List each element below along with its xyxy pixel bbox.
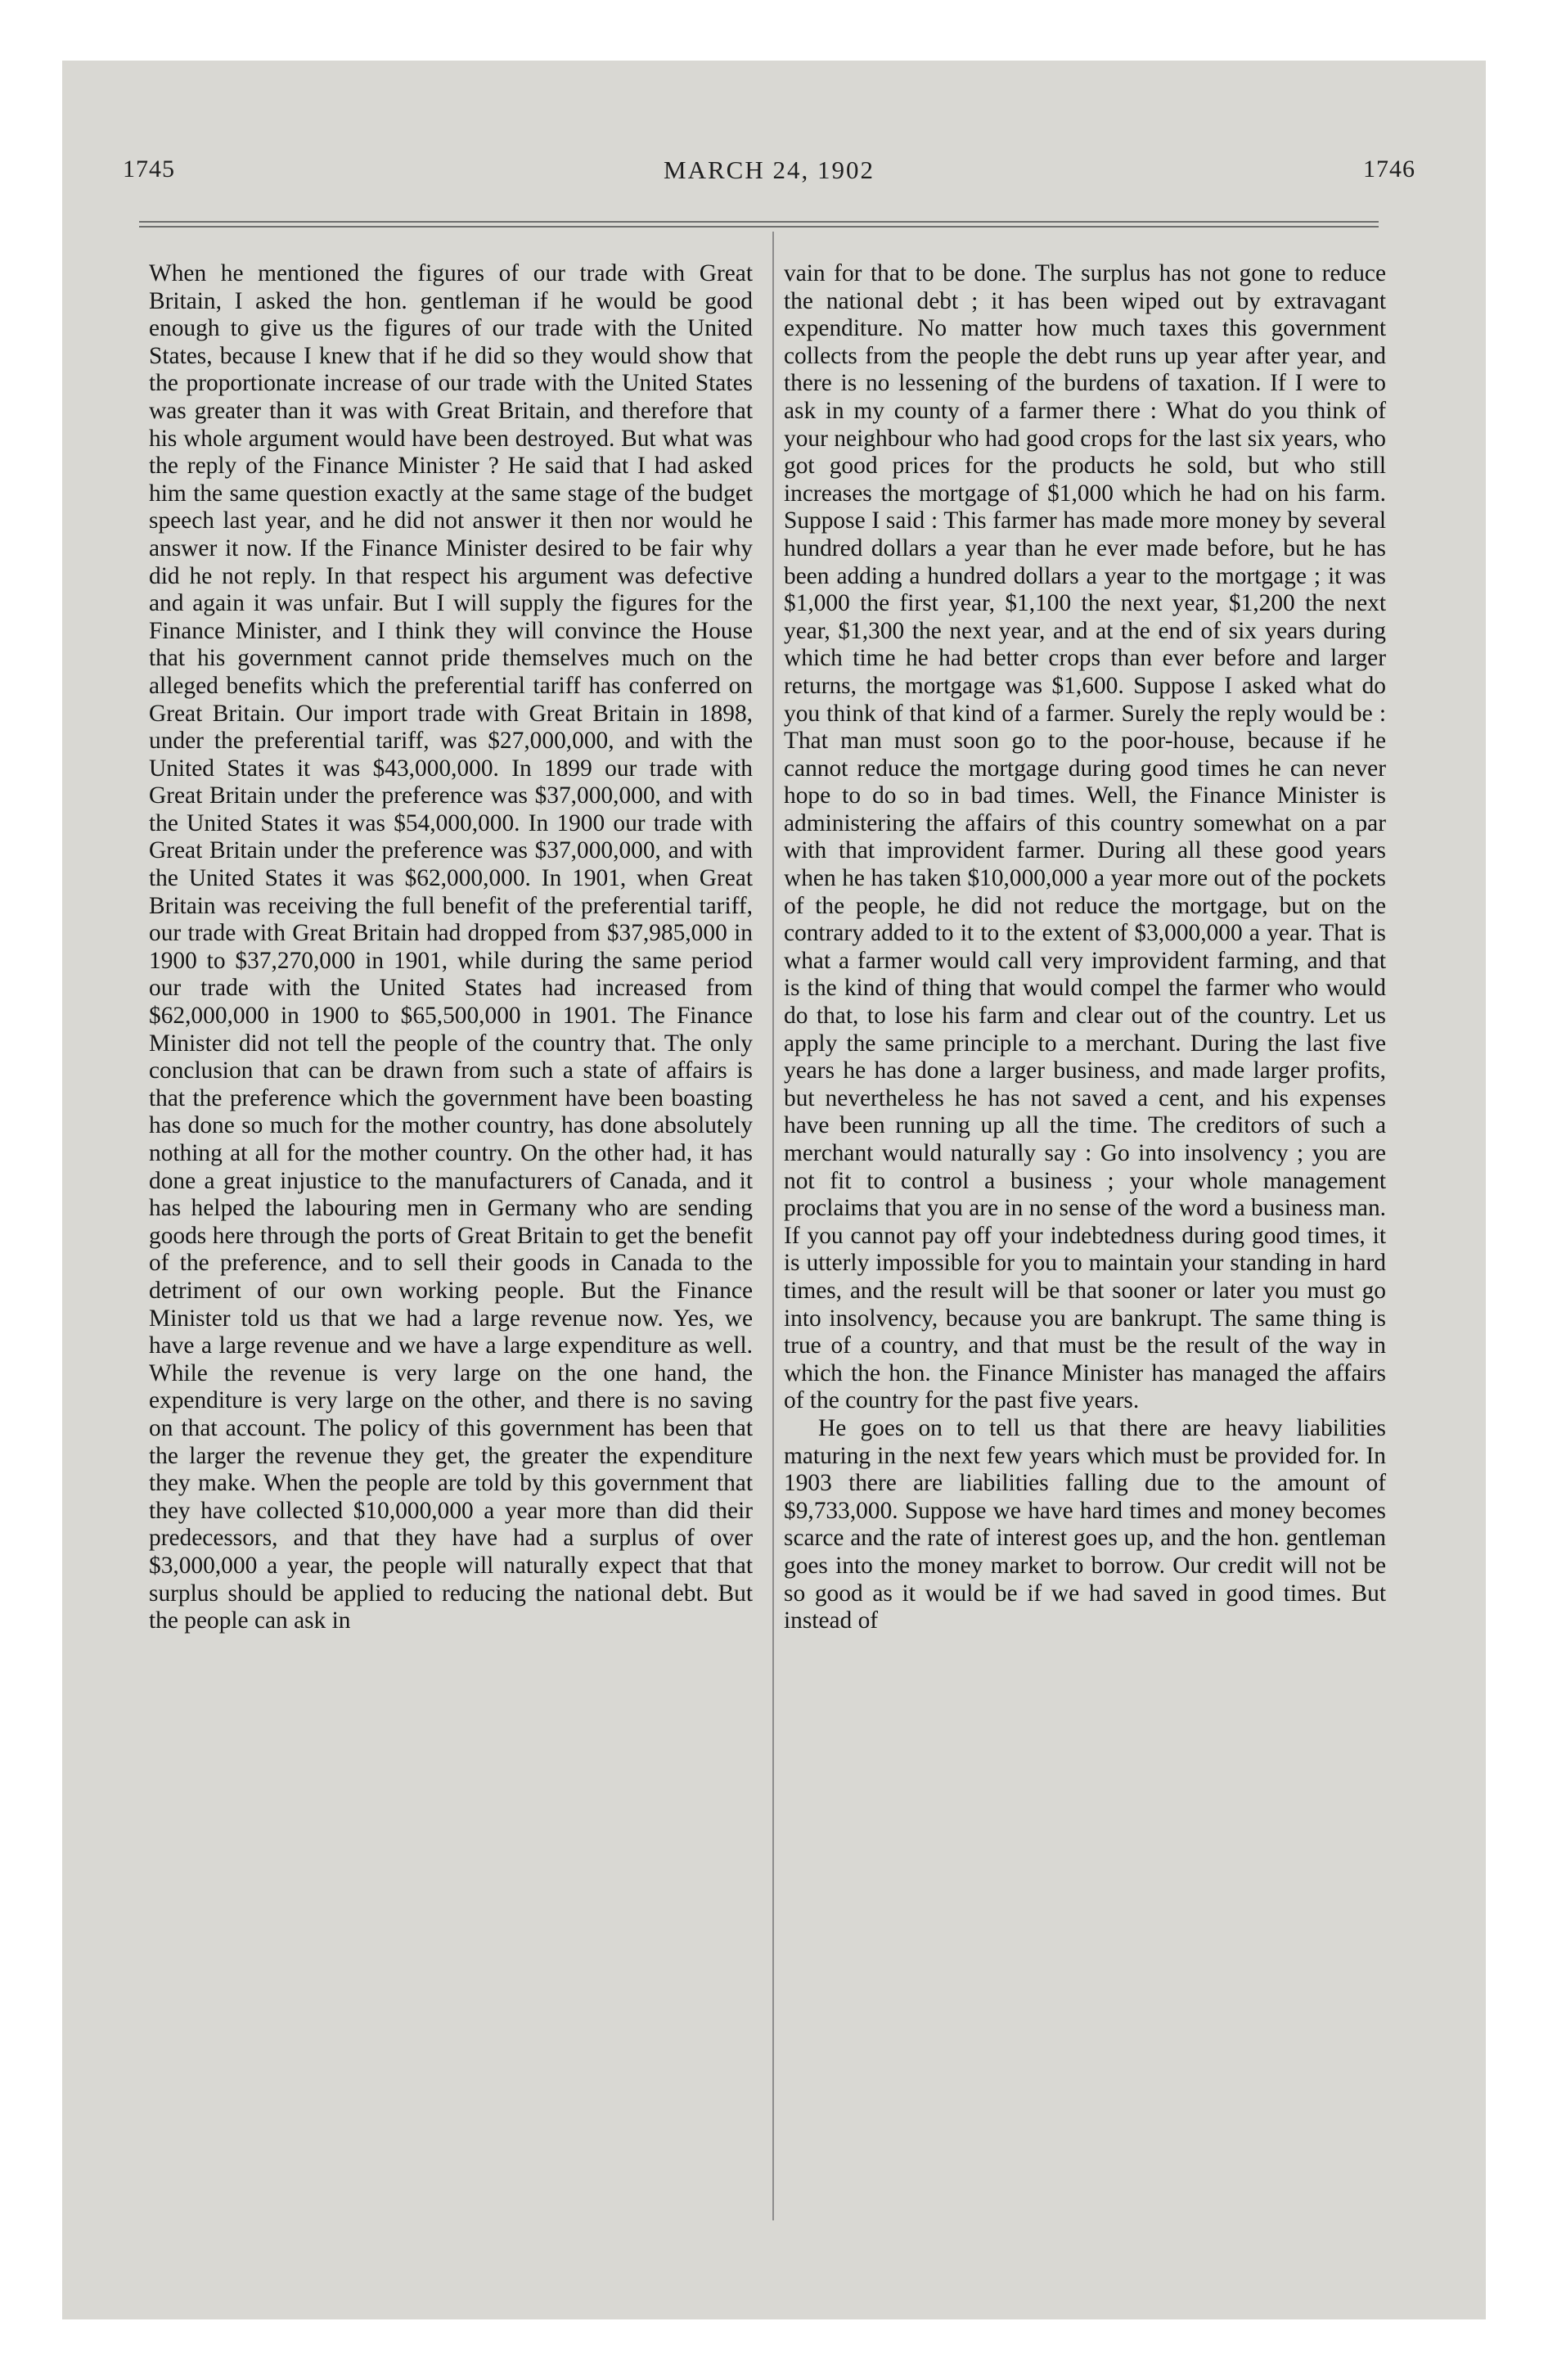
right-column-paragraph-2: He goes on to tell us that there are heavy liabilities maturing in the next few years which must be provided for. In 1903 there are liabilities falling due to the amount of $9,733,000. Suppose we have hard times and money becomes scarce and the rate of interest goes up, and the hon. gentleman goes into the money market to borrow. Our credit will not be so good as it would be if we had saved in good times. But instead of (784, 1414, 1386, 1634)
header-rule-bottom (139, 226, 1379, 228)
header-rule-top (139, 221, 1379, 223)
right-column (784, 260, 1386, 1635)
left-page-number: 1745 (123, 156, 175, 183)
column-divider (772, 232, 774, 2220)
right-column-paragraph: vain for that to be done. The surplus has not gone to reduce the national debt ; it has been wiped out by extravagant expenditure. No matter how much taxes this government collects from the people the debt runs up year after year, and there is no lessening of the burdens of taxation. If I were to ask in my county of a farmer there : What do you think of your neighbour who had good crops for the last six years, who got good prices for the products he sold, but who still increases the mortgage of $1,000 which he had on his farm. Suppose I said : This farmer has made more money by several hundred dollars a year than he ever made before, but he has been adding a hundred dollars a year to the mortgage ; it was $1,000 the first year, $1,100 the next year, $1,200 the next year, $1,300 the next year, and at the end of six years during which time he had better crops than ever before and larger returns, the mortgage was $1,600. Suppose I asked what do you think of that kind of a farmer. Surely the reply would be : That man must soon go to the poor-house, because if he cannot reduce the mortgage during good times he can never hope to do so in bad times. Well, the Finance Minister is administering the affairs of this country somewhat on a par with that improvident farmer. During all these good years when he has taken $10,000,000 a year more out of the pockets of the people, he did not reduce the mortgage, but on the contrary added to it to the extent of $3,000,000 a year. That is what a farmer would call very improvident farming, and that is the kind of thing that would compel the farmer who would do that, to lose his farm and clear out of the country. Let us apply the same principle to a merchant. During the last five years he has done a larger business, and made larger profits, but nevertheless he has not saved a cent, and his expenses have been running up all the time. The creditors of such a merchant would naturally say : Go into insolvency ; you are not fit to control a business ; your whole management proclaims that you are in no sense of the word a business man. If you cannot pay off your indebtedness during good times, it is utterly impossible for you to maintain your standing in hard times, and the result will be that sooner or later you must go into insolvency, because you are bankrupt. The same thing is true of a country, and that must be the result of the way in which the hon. the Finance Minister has managed the affairs of the country for the past five years. (784, 260, 1386, 1414)
page-date: MARCH 24, 1902 (664, 156, 875, 184)
left-column (149, 260, 753, 1635)
left-column-paragraph: When he mentioned the figures of our trade with Great Britain, I asked the hon. gentleman if he would be good enough to give us the figures of our trade with the United States, because I knew that if he did so they would show that the proportionate increase of our trade with the United States was greater than it was with Great Britain, and therefore that his whole argument would have been destroyed. But what was the reply of the Finance Minister ? He said that I had asked him the same question exactly at the same stage of the budget speech last year, and he did not answer it then nor would he answer it now. If the Finance Minister desired to be fair why did he not reply. In that respect his argument was defective and again it was unfair. But I will supply the figures for the Finance Minister, and I think they will convince the House that his government cannot pride themselves much on the alleged benefits which the preferential tariff has conferred on Great Britain. Our import trade with Great Britain in 1898, under the preferential tariff, was $27,000,000, and with the United States it was $43,000,000. In 1899 our trade with Great Britain under the preference was $37,000,000, and with the United States it was $54,000,000. In 1900 our trade with Great Britain under the preference was $37,000,000, and with the United States it was $62,000,000. In 1901, when Great Britain was receiving the full benefit of the preferential tariff, our trade with Great Britain had dropped from $37,985,000 in 1900 to $37,270,000 in 1901, while during the same period our trade with the United States had increased from $62,000,000 in 1900 to $65,500,000 in 1901. The Finance Minister did not tell the people of the country that. The only conclusion that can be drawn from such a state of affairs is that the preference which the government have been boasting has done so much for the mother country, has done absolutely nothing at all for the mother country. On the other had, it has done a great injustice to the manufacturers of Canada, and it has helped the labouring men in Germany who are sending goods here through the ports of Great Britain to get the benefit of the preference, and to sell their goods in Canada to the detriment of our own working people. But the Finance Minister told us that we had a large revenue now. Yes, we have a large revenue and we have a large expenditure as well. While the revenue is very large on the one hand, the expenditure is very large on the other, and there is no saving on that account. The policy of this government has been that the larger the revenue they get, the greater the expenditure they make. When the people are told by this government that they have collected $10,000,000 a year more than did their predecessors, and that they have had a surplus of over $3,000,000 a year, the people will naturally expect that that surplus should be applied to reducing the national debt. But the people can ask in (149, 260, 753, 1634)
page-header (123, 156, 1415, 205)
right-page-number: 1746 (1363, 156, 1415, 183)
